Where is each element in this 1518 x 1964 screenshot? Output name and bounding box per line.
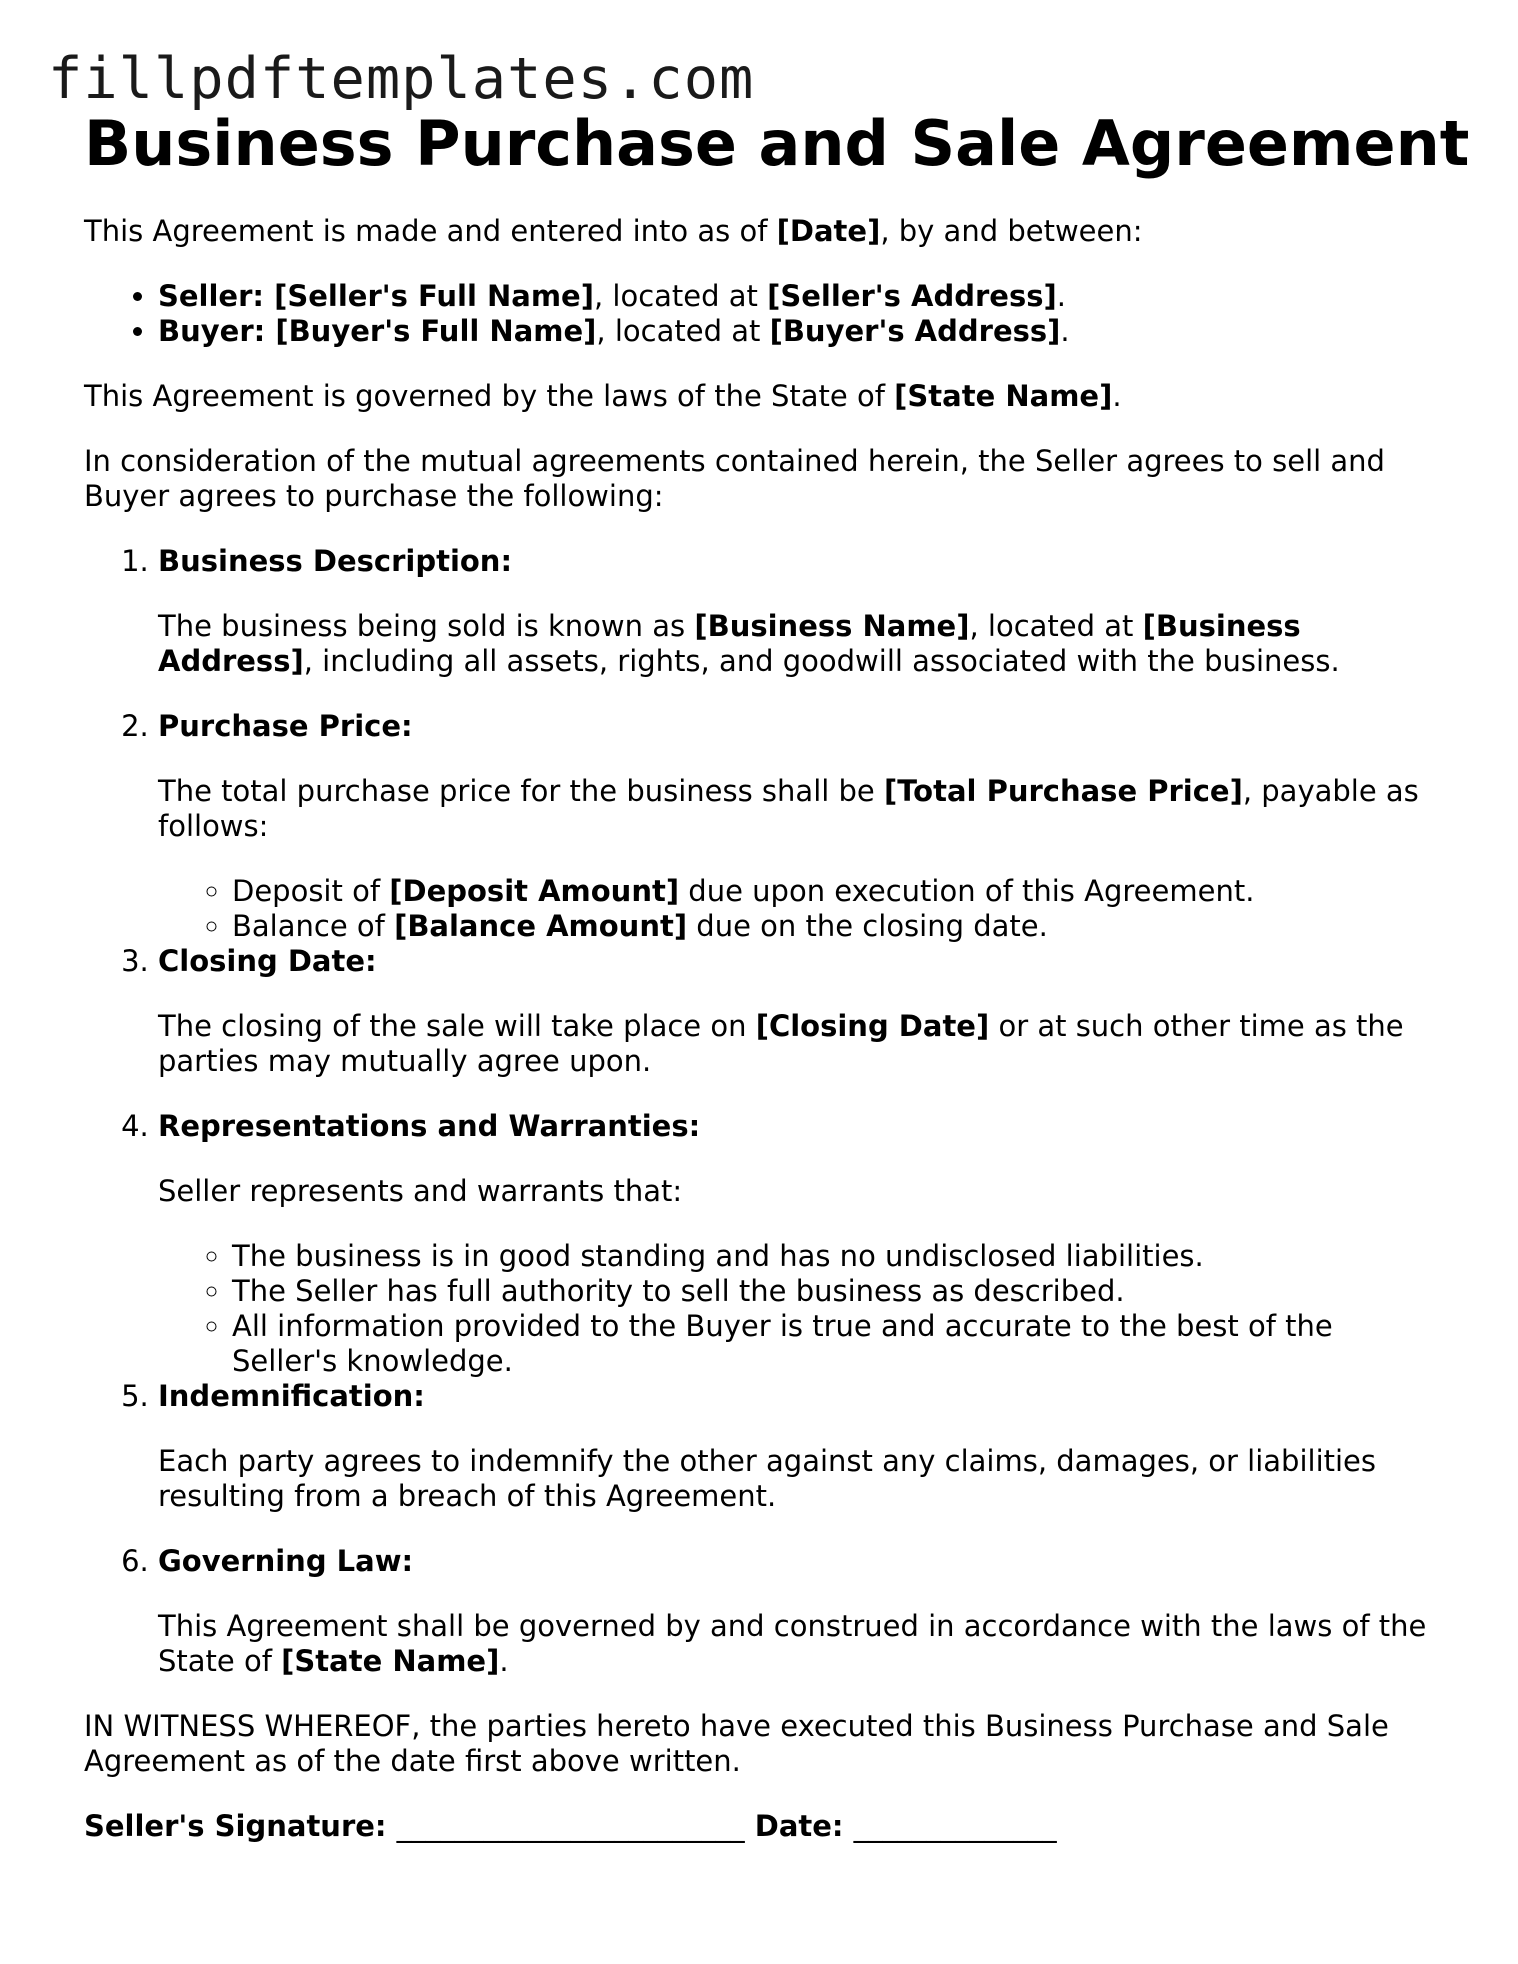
seller-address-placeholder: [Seller's Address] xyxy=(767,279,1057,313)
clause-text-part: . xyxy=(499,1644,509,1678)
intro-text-end: , by and between: xyxy=(880,214,1143,248)
signature-date-field[interactable]: ______________ xyxy=(853,1809,1057,1843)
clause-text-part: , including all assets, rights, and goodwill associated with the business. xyxy=(303,644,1340,678)
signature-line xyxy=(84,1809,1444,1844)
clause-title: Governing Law: xyxy=(158,1544,414,1578)
clauses-list xyxy=(84,544,1444,1679)
payment-term-deposit xyxy=(232,874,1444,909)
seller-signature-label: Seller's Signature: xyxy=(84,1809,387,1843)
party-text-end: . xyxy=(1060,314,1070,348)
clause-text-part: This Agreement shall be governed by and construed in accordance with the laws of the State of xyxy=(158,1609,1427,1678)
intro-text: This Agreement is made and entered into as of xyxy=(84,214,777,248)
warranties-list xyxy=(158,1239,1444,1379)
clause-business-description xyxy=(158,544,1444,679)
list-item-text: Deposit of xyxy=(232,874,390,908)
party-seller xyxy=(158,279,1444,314)
clause-text-part: , payable as follows: xyxy=(158,774,1419,843)
clause-governing-law xyxy=(158,1544,1444,1679)
clause-representations-warranties xyxy=(158,1109,1444,1379)
clause-purchase-price xyxy=(158,709,1444,944)
list-item-text: due upon execution of this Agreement. xyxy=(679,874,1255,908)
party-text: , located at xyxy=(596,314,770,348)
list-item: ◦ The business is in good standing and has no undisclosed liabilities. xyxy=(232,1239,1444,1274)
balance-amount-placeholder: [Balance Amount] xyxy=(394,909,688,943)
clause-text xyxy=(158,609,1444,679)
clause-text: Each party agrees to indemnify the other against any claims, damages, or liabilities resulting from a breach of this Agreement. xyxy=(158,1444,1376,1513)
business-name-placeholder: [Business Name] xyxy=(694,609,970,643)
clause-closing-date xyxy=(158,944,1444,1079)
clause-title: Indemnification: xyxy=(158,1379,425,1413)
list-item-text: Balance of xyxy=(232,909,395,943)
buyer-name-placeholder: Buyer: [Buyer's Full Name] xyxy=(158,314,597,348)
parties-list xyxy=(84,279,1444,349)
date-label: Date: xyxy=(754,1809,844,1843)
party-buyer xyxy=(158,314,1444,349)
total-price-placeholder: [Total Purchase Price] xyxy=(884,774,1243,808)
party-text-end: . xyxy=(1056,279,1066,313)
clause-title: Business Description: xyxy=(158,544,513,578)
clause-text-part: or at such other time as the parties may mutually agree upon. xyxy=(158,1009,1404,1078)
list-item: ◦ The Seller has full authority to sell the business as described. xyxy=(232,1274,1444,1309)
buyer-address-placeholder: [Buyer's Address] xyxy=(769,314,1061,348)
deposit-amount-placeholder: [Deposit Amount] xyxy=(389,874,680,908)
list-item-text: due on the closing date. xyxy=(687,909,1048,943)
business-address-placeholder: [Business Address] xyxy=(158,609,1301,678)
clause-title: Representations and Warranties: xyxy=(158,1109,701,1143)
governed-paragraph xyxy=(84,379,1444,414)
state-name-placeholder: [State Name] xyxy=(281,1644,500,1678)
clause-text-part: The business being sold is known as xyxy=(158,609,695,643)
agreement-date-placeholder: [Date] xyxy=(776,214,881,248)
clause-text-part: The total purchase price for the business shall be xyxy=(158,774,884,808)
clause-text: Seller represents and warrants that: xyxy=(158,1174,683,1208)
clause-text xyxy=(158,1609,1444,1679)
clause-text xyxy=(158,1009,1444,1079)
seller-name-placeholder: Seller: [Seller's Full Name] xyxy=(158,279,594,313)
seller-signature-field[interactable]: ________________________ xyxy=(396,1809,745,1843)
clause-text-part: The closing of the sale will take place on xyxy=(158,1009,756,1043)
state-name-placeholder: [State Name] xyxy=(894,379,1113,413)
document-body xyxy=(84,214,1444,1844)
witness-paragraph: IN WITNESS WHEREOF, the parties hereto have executed this Business Purchase and Sale Agreement as of the date first above written. xyxy=(84,1709,1389,1778)
clause-title: Closing Date: xyxy=(158,944,377,978)
party-text: , located at xyxy=(593,279,768,313)
document-title: Business Purchase and Sale Agreement xyxy=(84,107,1470,180)
clause-text xyxy=(158,774,1444,844)
payment-terms-list xyxy=(158,874,1444,944)
clause-text-part: , located at xyxy=(969,609,1143,643)
governed-text-end: . xyxy=(1112,379,1122,413)
list-item: ◦ All information provided to the Buyer is true and accurate to the best of the Seller's knowledge. xyxy=(232,1309,1444,1379)
watermark-text: fillpdftemplates.com xyxy=(48,46,755,112)
payment-term-balance xyxy=(232,909,1444,944)
closing-date-placeholder: [Closing Date] xyxy=(755,1009,990,1043)
consideration-paragraph: In consideration of the mutual agreements contained herein, the Seller agrees to sell and Buyer agrees to purchase the following: xyxy=(84,444,1385,513)
clause-indemnification xyxy=(158,1379,1444,1514)
clause-title: Purchase Price: xyxy=(158,709,413,743)
intro-paragraph xyxy=(84,214,1444,249)
governed-text: This Agreement is governed by the laws of the State of xyxy=(84,379,895,413)
